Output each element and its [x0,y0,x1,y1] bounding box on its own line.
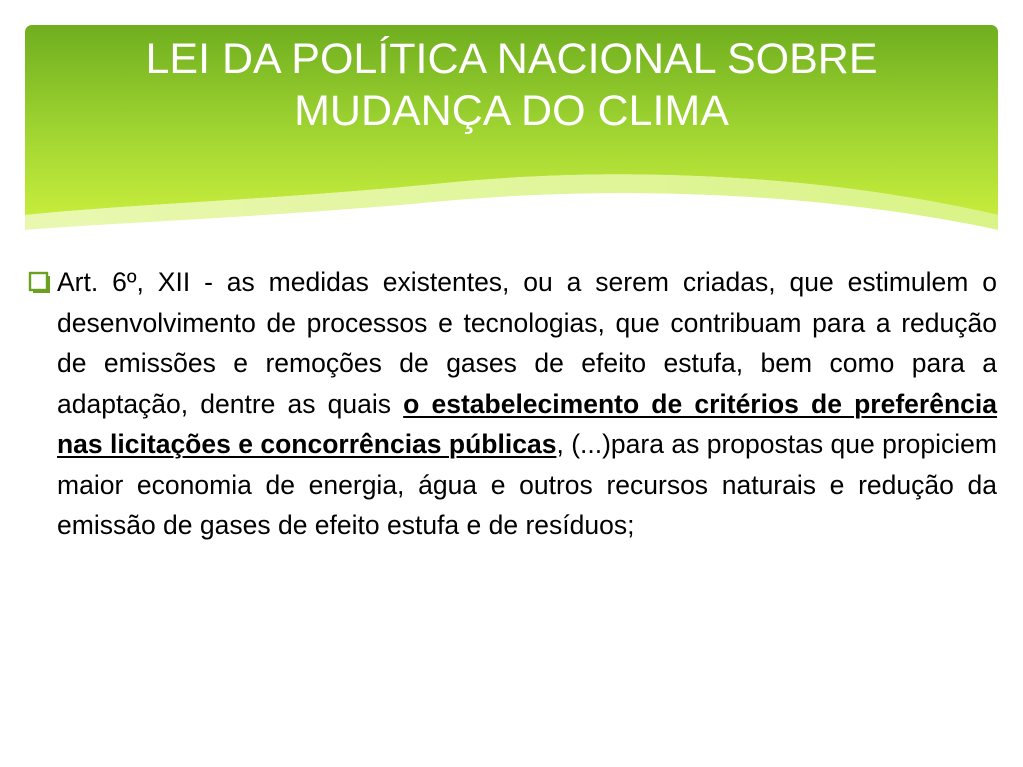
checkbox-square-icon [28,271,52,293]
slide-header [25,25,998,275]
slide-content [28,262,997,546]
bullet-paragraph [28,262,997,546]
paragraph-text-before: Art. 6º, XII - as medidas existentes, ou a serem criadas, que estimulem o desenvolvimento de processos e tecnologias, que contribuam para a redução de emissões e remoções de gases de efeito estufa, bem como para a adaptação, dentre as quais [57,267,997,419]
title-line-2: MUDANÇA DO CLIMA [294,87,729,135]
paragraph-emphasis: o estabelecimento de critérios de preferência nas licitações e concorrências públicas [57,388,997,459]
title-line-1: LEI DA POLÍTICA NACIONAL SOBRE [145,35,878,83]
paragraph-text-after: , (...)para as propostas que propiciem maior economia de energia, água e outros recursos naturais e redução da emissão de gases de efeito estufa e de resíduos; [57,429,997,540]
slide-title [25,33,998,137]
